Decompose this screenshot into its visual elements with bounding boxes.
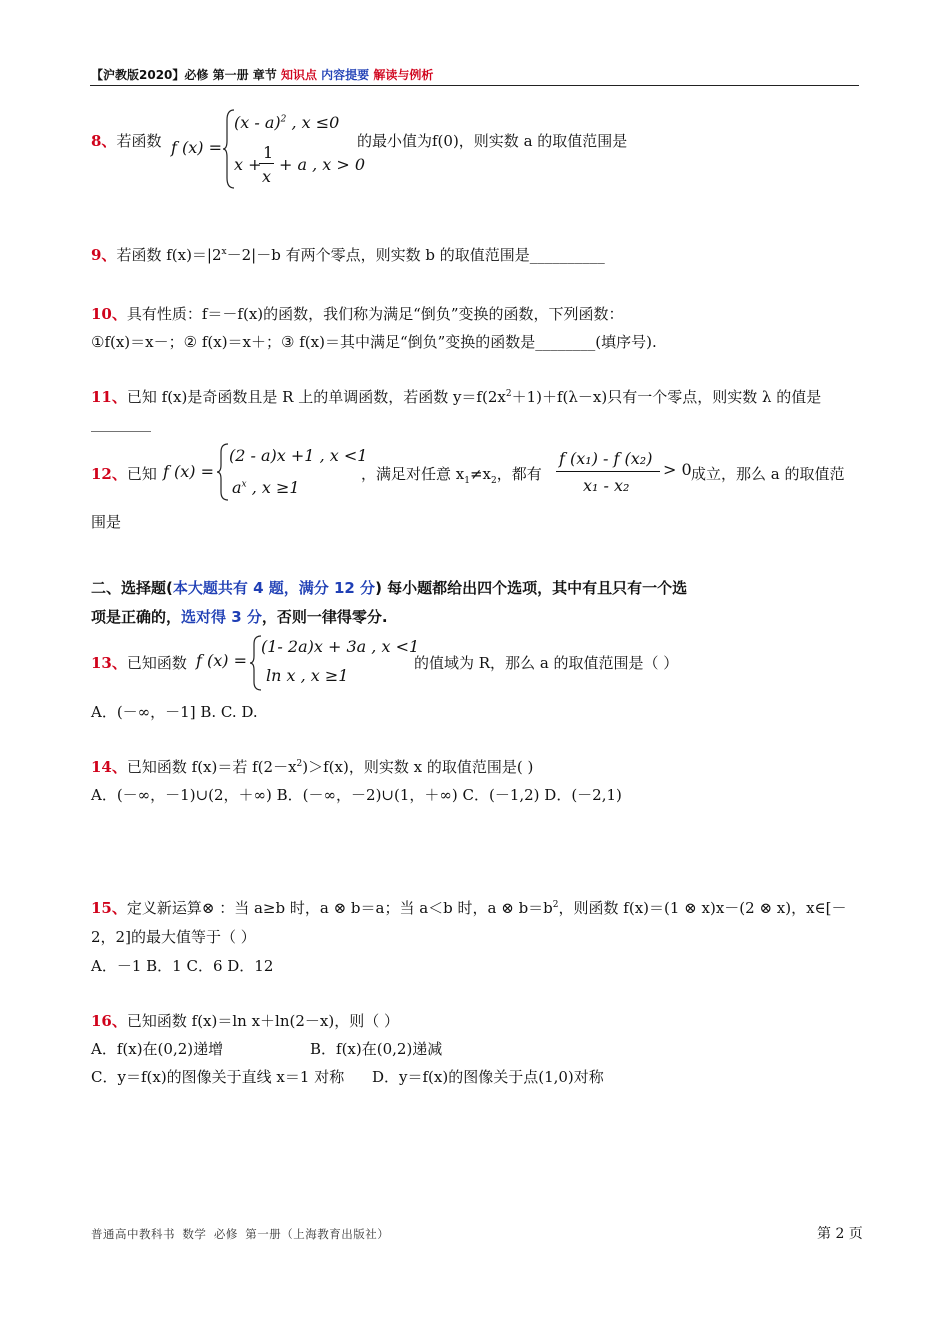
question-text: 定义新运算⊗ ：当 a≥b 时，a ⊗ b＝a；当 a＜b 时，a ⊗ b＝b (126, 899, 553, 917)
question-text: 若函数 f(x)＝|2 (116, 246, 222, 264)
header-series: 【沪教版2020】必修 第一册 章节 (91, 68, 277, 82)
question-text-2: －2|－b 有两个零点，则实数 b 的取值范围是 (226, 246, 530, 264)
case-2-right: + a , x > 0 (279, 155, 366, 174)
question-number: 14、 (91, 758, 127, 776)
question-15-line-2: 2，2]的最大值等于（ ） (91, 928, 256, 946)
superscript: 2 (296, 759, 303, 769)
option-c: C．y＝f(x)的图像关于直线 x＝1 对称 (91, 1068, 345, 1086)
header-analysis: 解读与例析 (373, 68, 434, 82)
piecewise-case-1: (x - a)$^2$ , x ≤0 (234, 113, 340, 132)
question-14 (91, 756, 533, 777)
question-text: 已知 (126, 465, 157, 483)
section-2-heading-line-2: 项是正确的，选对得 3 分，否则一律得零分. (91, 608, 388, 626)
question-text: 具有性质：f＝－f(x)的函数，我们称为满足“倒负”变换的函数，下列函数： (126, 305, 624, 323)
header-knowledge: 知识点 (280, 68, 317, 82)
option-a: A．f(x)在(0,2)递增 (91, 1040, 224, 1058)
fraction-bar (259, 163, 274, 164)
question-text-2: ＋1)＋f(λ－x)只有一个零点，则实数 λ 的值是 (511, 388, 822, 406)
condition-text: ，满足对任意 $x_1\ne x_2$，都有 (361, 465, 542, 486)
function-name: f (x) = (196, 651, 248, 670)
question-number: 15、 (91, 899, 127, 917)
question-10-line-2: ①f(x)＝x－；② f(x)＝x＋；③ f(x)＝其中满足“倒负”变换的函数是________(填序号). (91, 333, 657, 351)
superscript: x (221, 247, 227, 257)
question-text: 已知函数 f(x)＝若 f(2－x (126, 758, 297, 776)
question-15 (91, 897, 847, 918)
question-number: 12、 (91, 465, 127, 483)
question-number: 16、 (91, 1012, 127, 1030)
fraction-denominator: x₁ - x₂ (583, 476, 630, 495)
question-number: 10、 (91, 305, 127, 323)
question-text-post: 的最小值为f(0)，则实数 a 的取值范围是 (357, 132, 628, 150)
option-b: B．f(x)在(0,2)递减 (310, 1040, 443, 1058)
question-9 (91, 244, 605, 265)
question-text: 已知 f(x)是奇函数且是 R 上的单调函数，若函数 y＝f(2x (126, 388, 506, 406)
section-points: 本大题共有 4 题，满分 12 分 (172, 579, 376, 597)
header-summary: 内容提要 (321, 68, 370, 82)
fraction-numerator: f (x₁) - f (x₂) (559, 449, 653, 468)
piecewise-case-2: ln x , x ≥1 (266, 666, 349, 685)
answer-blank: __________ (529, 246, 605, 264)
question-number: 13、 (91, 654, 127, 672)
fraction-denominator: x (262, 167, 272, 186)
piecewise-case-1: (1- 2a)x + 3a , x <1 (261, 637, 420, 656)
question-text-2: ，则函数 f(x)＝(1 ⊗ x)x－(2 ⊗ x)，x∈[－ (558, 899, 847, 917)
superscript: 2 (552, 900, 559, 910)
superscript: 2 (505, 389, 512, 399)
function-name: f (x) = (171, 138, 223, 157)
case-2-left: x + (234, 155, 262, 174)
question-text-post: 成立，那么 a 的取值范 (691, 465, 845, 483)
footer-book-title: 普通高中教科书 数学 必修 第一册（上海教育出版社） (91, 1227, 390, 1241)
question-text-2: )＞f(x)，则实数 x 的取值范围是( ) (302, 758, 534, 776)
question-number: 9、 (91, 246, 117, 264)
question-text: 若函数 (116, 132, 162, 150)
header-divider (90, 85, 859, 86)
piecewise-case-1: (2 - a)x +1 , x <1 (229, 446, 368, 465)
page-header (91, 66, 433, 83)
option-d: D．y＝f(x)的图像关于点(1,0)对称 (372, 1068, 604, 1086)
question-text: 已知函数 f(x)＝ln x＋ln(2－x)，则（ ） (126, 1012, 399, 1030)
fraction-numerator: 1 (263, 143, 274, 162)
question-16 (91, 1010, 399, 1031)
piecewise-case-2: $a^x$ , x ≥1 (232, 478, 300, 497)
question-text: 已知函数 (126, 654, 187, 672)
page-number: 第 2 页 (817, 1226, 863, 1242)
question-10 (91, 303, 623, 324)
function-name: f (x) = (163, 462, 215, 481)
section-scoring: 选对得 3 分 (181, 608, 262, 626)
section-2-heading: 二、选择题(本大题共有 4 题，满分 12 分) 每小题都给出四个选项，其中有且只有一个选 (91, 579, 688, 597)
fraction-bar (556, 471, 660, 472)
question-15-options: A．－1 B．1 C．6 D．12 (91, 957, 274, 975)
question-text-post: 的值域为 R，那么 a 的取值范围是（ ） (414, 654, 679, 672)
answer-options: A．(－∞，－1] B. C. D. (91, 703, 258, 721)
question-11 (91, 386, 821, 407)
question-14-options: A．(－∞，－1)∪(2，＋∞) B．(－∞，－2)∪(1，＋∞) C．(－1,2) D．(－2,1) (91, 786, 622, 804)
question-text-line-2: 围是 (91, 513, 122, 531)
question-number: 11、 (91, 388, 127, 406)
inequality-sign: > 0 (663, 460, 692, 479)
piecewise-brace (216, 442, 230, 502)
question-number: 8、 (91, 132, 117, 150)
answer-blank: ________ (91, 414, 151, 432)
